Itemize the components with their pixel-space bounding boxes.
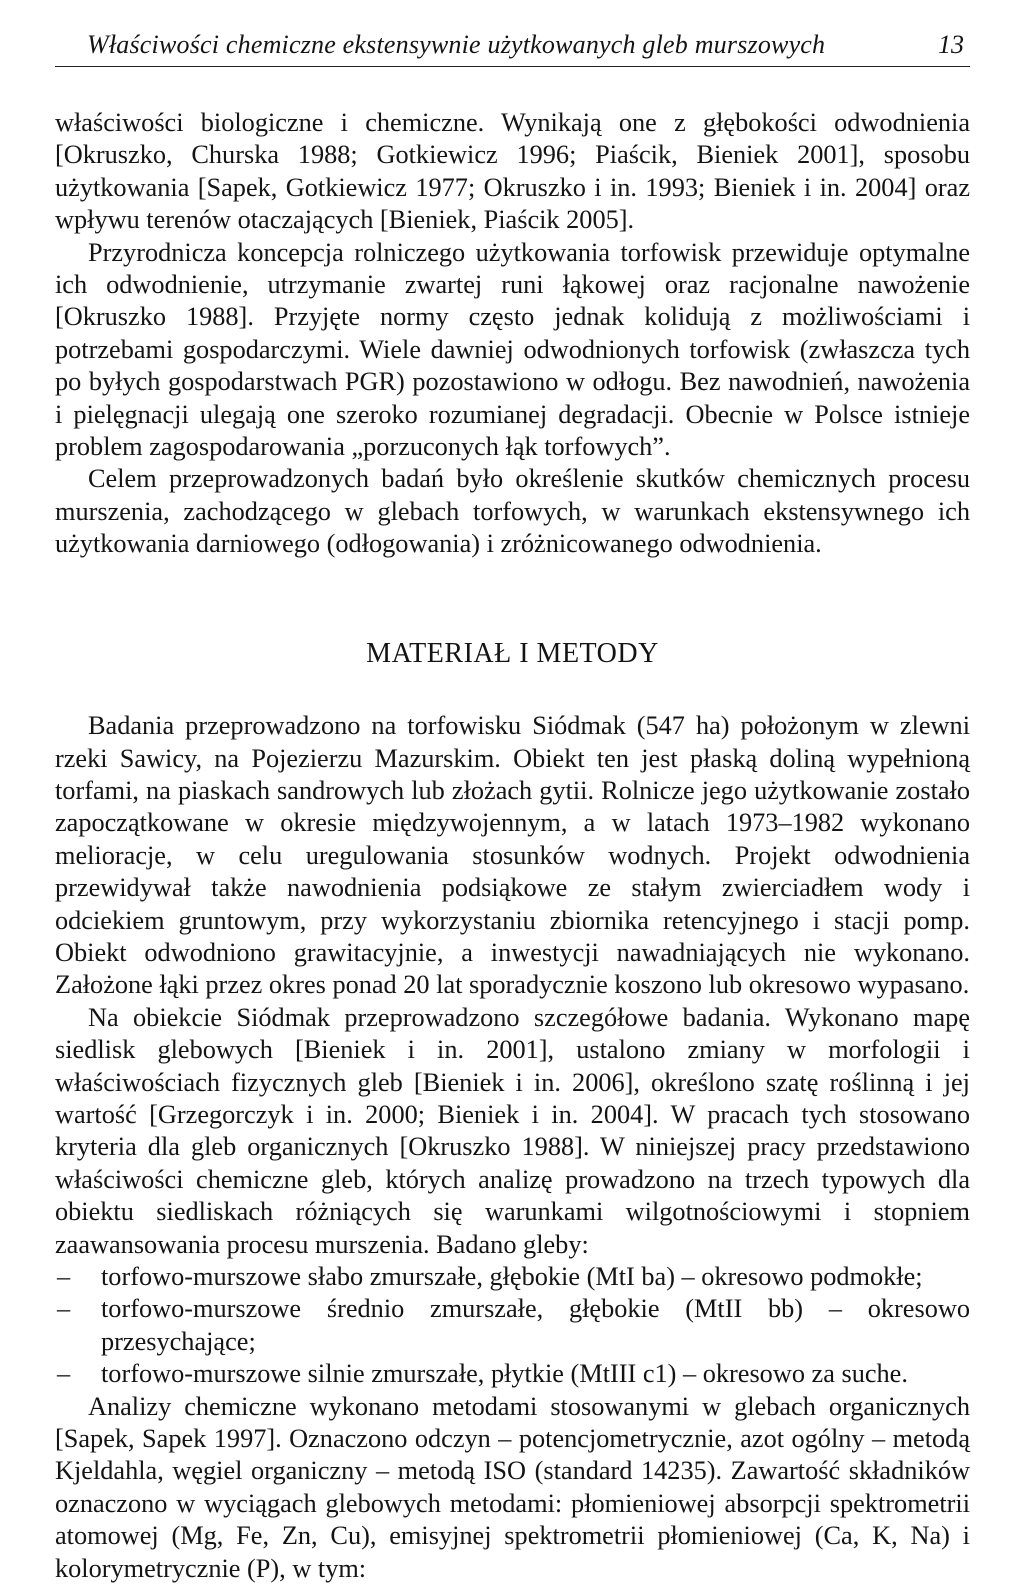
list-dash: – bbox=[57, 1294, 71, 1324]
running-header-title: Właściwości chemiczne ekstensywnie użytkowanych gleb murszowych bbox=[87, 30, 826, 59]
methods-paragraph-1: Badania przeprowadzono na torfowisku Siódmak (547 ha) położonym w zlewni rzeki Sawicy, na Pojezierzu Mazurskim. Obiekt ten jest płaską doliną wypełnioną torfami, na piaskach sandrowych lub złożach gytii. Rolnicze jego użytkowanie zostało zapoczątkowane w okresie międzywojennym, a w latach 1973–1982 wykonano melioracje, w celu uregulowania stosunków wodnych. Projekt odwodnienia przewidywał także nawodnienia podsiąkowe ze stałym zwierciadłem wody i odciekiem gruntowym, przy wykorzystaniu zbiornika retencyjnego i stacji pomp. Obiekt odwodniono grawitacyjnie, a inwestycji nawadniających nie wykonano. Założone łąki przez okres ponad 20 lat sporadycznie koszono lub okresowo wypasano. bbox=[55, 711, 970, 1000]
intro-paragraph-1: właściwości biologiczne i chemiczne. Wynikają one z głębokości odwodnienia [Okruszko, Churska 1988; Gotkiewicz 1996; Piaścik, Bieniek 2001], sposobu użytkowania [Sapek, Gotkiewicz 1977; Okruszko i in. 1993; Bieniek i in. 2004] oraz wpływu terenów otaczających [Bieniek, Piaścik 2005]. bbox=[55, 108, 970, 235]
intro-paragraph-3: Celem przeprowadzonych badań było określenie skutków chemicznych procesu murszenia, zachodzącego w glebach torfowych, w warunkach ekstensywnego ich użytkowania darniowego (odłogowania) i zróżnicowanego odwodnienia. bbox=[55, 464, 970, 559]
list-item-text: torfowo-murszowe słabo zmurszałe, głębokie (MtI ba) – okresowo podmokłe; bbox=[101, 1262, 923, 1291]
list-item bbox=[55, 1358, 970, 1390]
list-item-text: torfowo-murszowe średnio zmurszałe, głębokie (MtII bb) – okresowo przesychające; bbox=[101, 1294, 970, 1356]
list-dash: – bbox=[57, 1262, 71, 1291]
list-item bbox=[55, 1261, 970, 1293]
page bbox=[55, 0, 970, 1585]
list-item-text: torfowo-murszowe silnie zmurszałe, płytkie (MtIII c1) – okresowo za suche. bbox=[101, 1359, 908, 1389]
article-body bbox=[55, 107, 970, 1585]
analysis-paragraph: Analizy chemiczne wykonano metodami stosowanymi w glebach organicznych [Sapek, Sapek 1997]. Oznaczono odczyn – potencjometrycznie, azot ogólny – metodą Kjeldahla, węgiel organiczny – metodą ISO (standard 14235). Zawartość składników oznaczono w wyciągach glebowych metodami: płomieniowej absorpcji spektrometrii atomowej (Mg, Fe, Zn, Cu), emisyjnej spektrometrii płomieniowej (Ca, K, Na) i kolorymetrycznie (P), w tym: bbox=[55, 1391, 970, 1583]
list-item bbox=[55, 1293, 970, 1358]
intro-paragraph-2: Przyrodnicza koncepcja rolniczego użytkowania torfowisk przewiduje optymalne ich odwodnienie, utrzymanie zwartej runi łąkowej oraz racjonalne nawożenie [Okruszko 1988]. Przyjęte normy często jednak kolidują z możliwościami i potrzebami gospodarczymi. Wiele dawniej odwodnionych torfowisk (zwłaszcza tych po byłych gospodarstwach PGR) pozostawiono w odłogu. Bez nawodnień, nawożenia i pielęgnacji ulegają one szeroko rozumianej degradacji. Obecnie w Polsce istnieje problem zagospodarowania „porzuconych łąk torfowych”. bbox=[55, 237, 970, 462]
list-dash: – bbox=[57, 1359, 71, 1389]
page-number: 13 bbox=[938, 30, 964, 59]
methods-paragraph-2: Na obiekcie Siódmak przeprowadzono szczegółowe badania. Wykonano mapę siedlisk glebowych [Bieniek i in. 2001], ustalono zmiany w morfologii i właściwościach fizycznych gleb [Bieniek i in. 2006], określono szatę roślinną i jej wartość [Grzegorczyk i in. 2000; Bieniek i in. 2004]. W pracach tych stosowano kryteria dla gleb organicznych [Okruszko 1988]. W niniejszej pracy przedstawiono właściwości chemiczne gleb, których analizę prowadzono na trzech typowych dla obiektu siedliskach różniących się warunkami wilgotnościowymi i stopniem zaawansowania procesu murszenia. Badano gleby: bbox=[55, 1002, 970, 1259]
section-heading-materials-methods: MATERIAŁ I METODY bbox=[366, 637, 659, 669]
soil-type-list bbox=[55, 1261, 970, 1391]
running-header bbox=[55, 26, 970, 67]
